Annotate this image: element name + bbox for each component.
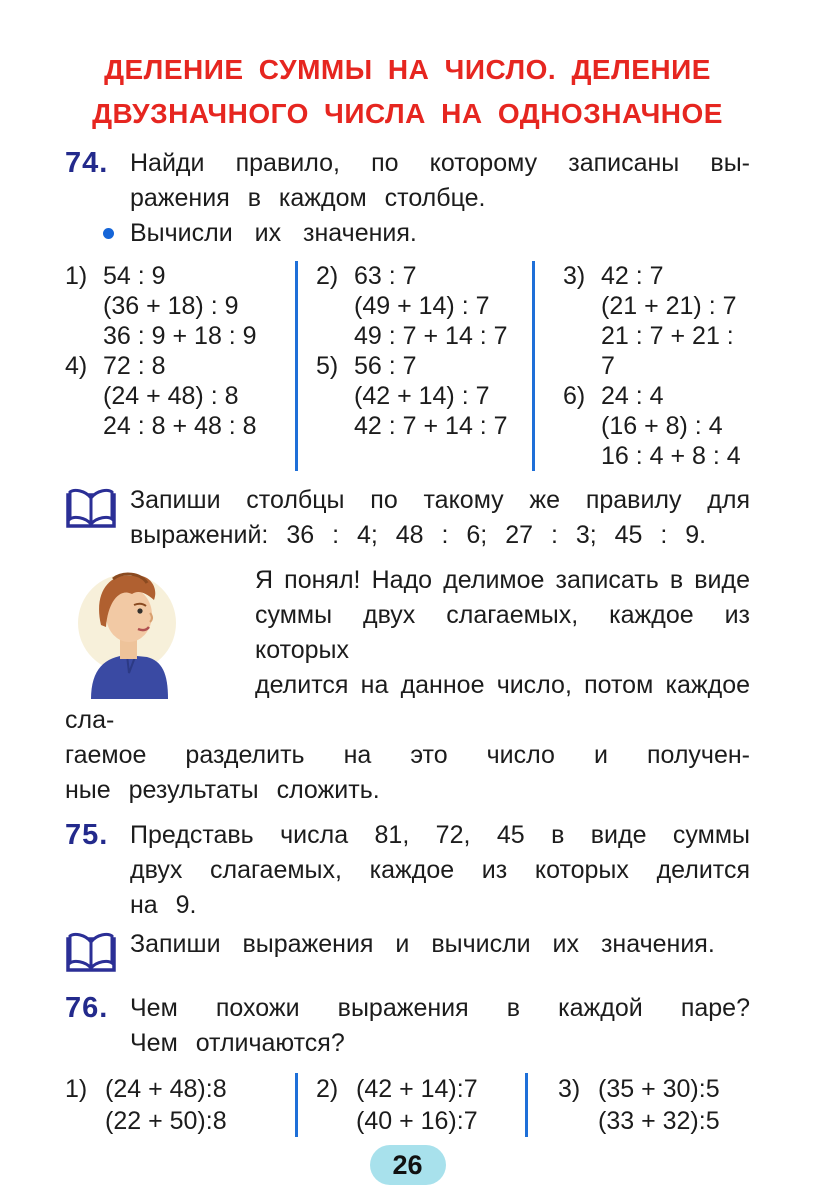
problem-75 [65, 818, 750, 923]
page-number-badge [370, 1145, 446, 1185]
expression-line [316, 261, 532, 291]
expression-line: (49 + 14) : 7 [354, 292, 490, 320]
expression-line: (42 + 14) : 7 [354, 382, 490, 410]
expression-line: 21 : 7 + 21 : 7 [601, 322, 734, 380]
expression: 42 : 7 [601, 262, 664, 290]
speech-line: гаемое разделить на это число и получен- [65, 741, 750, 769]
expression-line: (22 + 50):8 [105, 1107, 227, 1135]
expression-line [65, 351, 295, 381]
expression-column-2 [295, 261, 532, 471]
pair-column-3 [525, 1073, 750, 1137]
page-title-line2: ДВУЗНАЧНОГО ЧИСЛА НА ОДНОЗНАЧНОЕ [92, 98, 723, 129]
problem-74-text-line: Найди правило, по которому записаны вы- [130, 149, 750, 177]
expression: 72 : 8 [103, 352, 166, 380]
expression: (42 + 14):7 [356, 1075, 478, 1103]
expression-line [563, 261, 750, 291]
expression: 56 : 7 [354, 352, 417, 380]
expression-line: 49 : 7 + 14 : 7 [354, 322, 508, 350]
expression-line [316, 1073, 525, 1105]
problem-74-bullet-text: Вычисли их значения. [130, 219, 417, 247]
expression-line: 36 : 9 + 18 : 9 [103, 322, 257, 350]
expression-line: (16 + 8) : 4 [601, 412, 723, 440]
problem-74-subtask [103, 216, 750, 251]
expression-line [558, 1073, 750, 1105]
expression-grid-74 [65, 261, 750, 471]
open-book-icon [65, 483, 130, 535]
item-label: 5) [316, 352, 339, 380]
item-label: 2) [316, 1075, 339, 1103]
item-label: 1) [65, 262, 88, 290]
expression-line [65, 1073, 295, 1105]
expression-line [65, 261, 295, 291]
notebook-task-1 [65, 483, 750, 553]
item-label: 1) [65, 1075, 88, 1103]
page-number: 26 [392, 1149, 423, 1180]
problem-76-text-line: Чем отличаются? [130, 1029, 345, 1057]
item-label: 3) [563, 262, 586, 290]
problem-74-number: 74. [65, 147, 109, 179]
problem-76-number: 76. [65, 992, 109, 1024]
item-label: 6) [563, 382, 586, 410]
boy-avatar [77, 563, 177, 699]
speech-line: ные результаты сложить. [65, 776, 380, 804]
page-title [65, 0, 750, 136]
problem-75-number: 75. [65, 819, 109, 851]
item-label: 4) [65, 352, 88, 380]
expression-line: (40 + 16):7 [356, 1107, 478, 1135]
expression: (35 + 30):5 [598, 1075, 720, 1103]
notebook-task-1-line: выражений: 36 : 4; 48 : 6; 27 : 3; 45 : 9. [130, 521, 707, 549]
expression-line: (33 + 32):5 [598, 1107, 720, 1135]
open-book-icon [65, 927, 130, 979]
page-title-line1: ДЕЛЕНИЕ СУММЫ НА ЧИСЛО. ДЕЛЕНИЕ [104, 54, 711, 85]
notebook-task-2-line: Запиши выражения и вычисли их значения. [130, 930, 715, 958]
expression-column-1 [65, 261, 295, 471]
pair-column-1 [65, 1073, 295, 1137]
notebook-task-2 [65, 927, 750, 979]
expression: (24 + 48):8 [105, 1075, 227, 1103]
expression-line: (21 + 21) : 7 [601, 292, 737, 320]
problem-75-text-line: Представь числа 81, 72, 45 в виде суммы [130, 821, 750, 849]
expression-grid-76 [65, 1073, 750, 1137]
bullet-icon [103, 228, 114, 239]
expression-line [563, 381, 750, 411]
mascot-speech [65, 563, 750, 808]
expression-column-3 [532, 261, 750, 471]
expression-line: (24 + 48) : 8 [103, 382, 239, 410]
problem-76-text-line: Чем похожи выражения в каждой паре? [130, 994, 750, 1022]
expression: 63 : 7 [354, 262, 417, 290]
pair-column-2 [295, 1073, 525, 1137]
speech-line: делится на данное число, потом каждое сла- [65, 671, 750, 734]
problem-74 [65, 146, 750, 251]
problem-76 [65, 991, 750, 1061]
problem-74-text-line: ражения в каждом столбце. [130, 184, 486, 212]
expression-line [316, 351, 532, 381]
expression: 54 : 9 [103, 262, 166, 290]
speech-line: суммы двух слагаемых, каждое из которых [255, 601, 750, 664]
item-label: 2) [316, 262, 339, 290]
problem-75-text-line: двух слагаемых, каждое из которых делится [130, 856, 750, 884]
problem-75-text-line: на 9. [130, 891, 197, 919]
notebook-task-1-line: Запиши столбцы по такому же правилу для [130, 486, 750, 514]
expression-line: 24 : 8 + 48 : 8 [103, 412, 257, 440]
expression-line: 16 : 4 + 8 : 4 [601, 442, 741, 470]
expression-line: 42 : 7 + 14 : 7 [354, 412, 508, 440]
speech-line: Я понял! Надо делимое записать в виде [255, 566, 750, 594]
expression: 24 : 4 [601, 382, 664, 410]
expression-line: (36 + 18) : 9 [103, 292, 239, 320]
item-label: 3) [558, 1075, 581, 1103]
